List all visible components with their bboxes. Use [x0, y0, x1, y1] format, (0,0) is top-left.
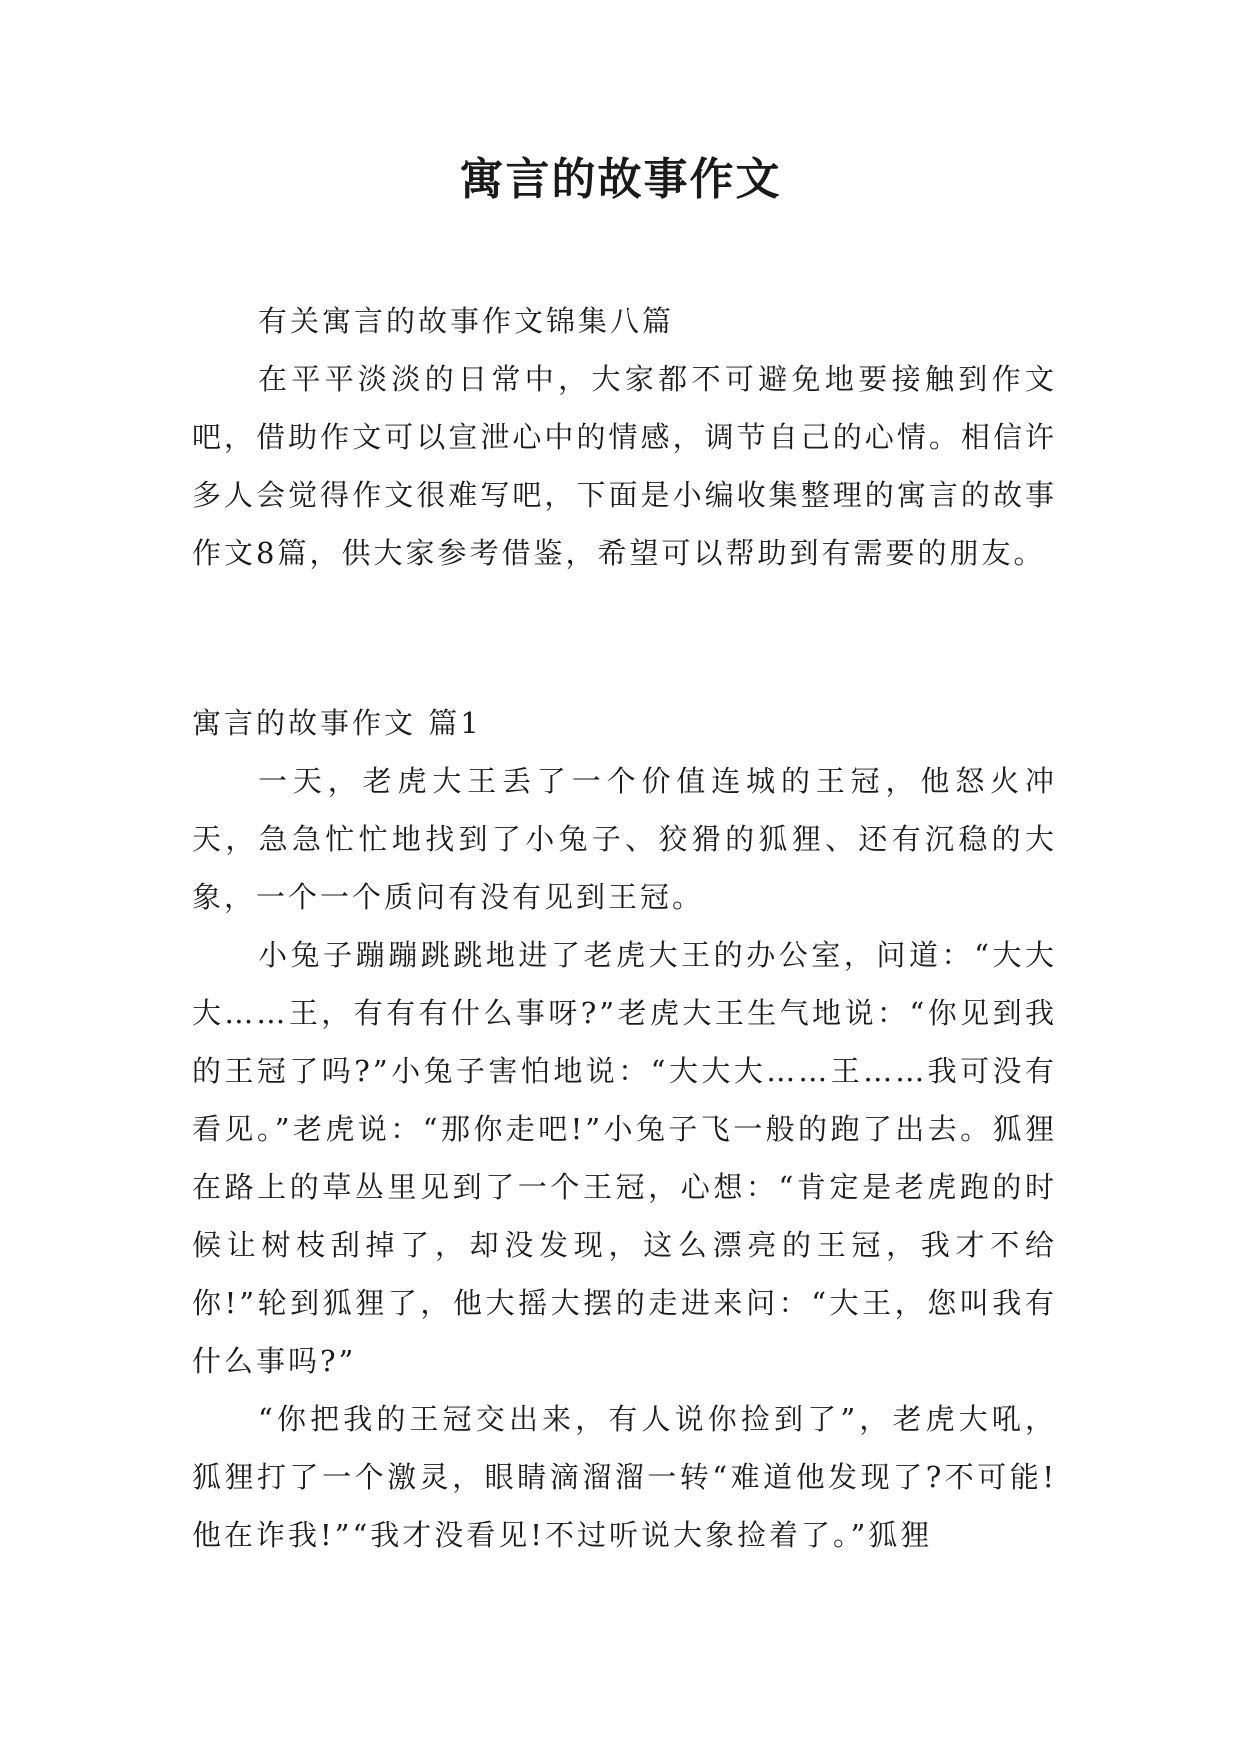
story-paragraph: 一天，老虎大王丢了一个价值连城的王冠，他怒火冲天，急急忙忙地找到了小兔子、狡猾的狐狸、还有沉稳的大象，一个一个质问有没有见到王冠。	[192, 764, 1057, 914]
intro-block	[192, 292, 1057, 582]
story-paragraph: 小兔子蹦蹦跳跳地进了老虎大王的办公室，问道：“大大大……王，有有有什么事呀?”老虎大王生气地说：“你见到我的王冠了吗?”小兔子害怕地说：“大大大……王……我可没有看见。”老虎说：“那你走吧!”小兔子飞一般的跑了出去。狐狸在路上的草丛里见到了一个王冠，心想：“肯定是老虎跑的时候让树枝刮掉了，却没发现，这么漂亮的王冠，我才不给你!”轮到狐狸了，他大摇大摆的走进来问：“大王，您叫我有什么事吗?”	[192, 938, 1057, 1378]
intro-paragraph: 在平平淡淡的日常中，大家都不可避免地要接触到作文吧，借助作文可以宣泄心中的情感，调节自己的心情。相信许多人会觉得作文很难写吧，下面是小编收集整理的寓言的故事作文8篇，供大家参考借鉴，希望可以帮助到有需要的朋友。	[192, 362, 1057, 570]
section-heading-block	[192, 694, 1057, 752]
section-heading: 寓言的故事作文 篇1	[192, 706, 482, 740]
page-title: 寓言的故事作文	[459, 154, 782, 205]
story-paragraph: “你把我的王冠交出来，有人说你捡到了”，老虎大吼，狐狸打了一个激灵，眼睛滴溜溜一转“难道他发现了?不可能!他在诈我!”“我才没看见!不过听说大象捡着了。”狐狸	[192, 1402, 1057, 1552]
subtitle: 有关寓言的故事作文锦集八篇	[258, 304, 675, 338]
story-block	[192, 752, 1057, 1564]
